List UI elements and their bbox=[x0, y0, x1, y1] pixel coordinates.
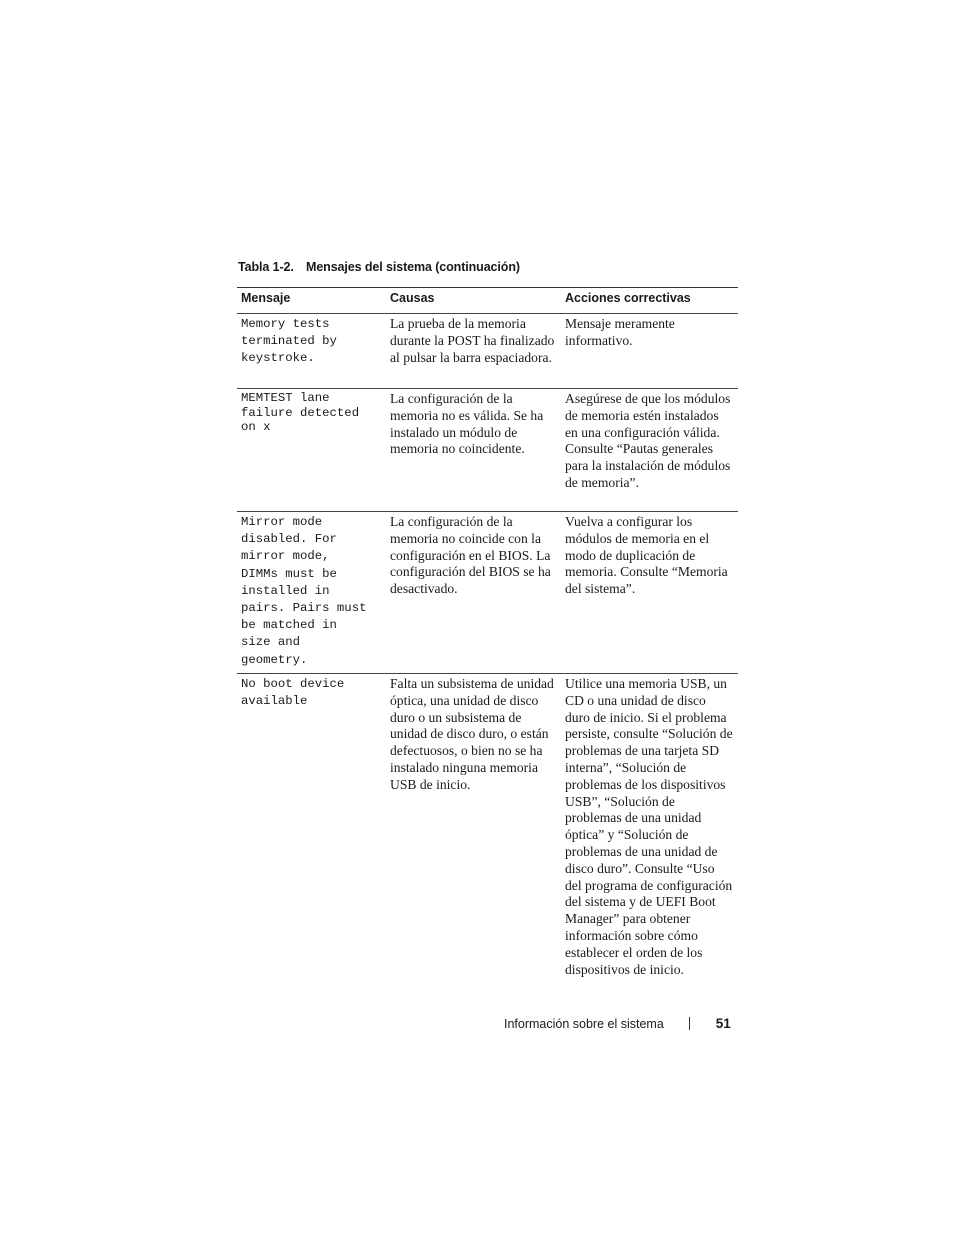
table-caption-title: Mensajes del sistema (continuación) bbox=[306, 260, 520, 274]
table-caption bbox=[238, 260, 520, 274]
cause-cell: Falta un subsistema de unidad óptica, una unidad de disco duro o un subsistema de unidad de disco duro, o están defectuosos, o bien no se ha instalado ninguna memoria USB de inicio. bbox=[390, 676, 554, 792]
system-messages-table bbox=[237, 287, 738, 984]
footer-section-title: Información sobre el sistema bbox=[504, 1016, 664, 1031]
footer-divider bbox=[689, 1017, 690, 1030]
table-row bbox=[237, 314, 738, 389]
cause-cell: La configuración de la memoria no coincide con la configuración en el BIOS. La configuración del BIOS se ha desactivado. bbox=[390, 514, 551, 597]
table-row bbox=[237, 512, 738, 674]
message-cell: MEMTEST lane failure detected on x bbox=[241, 391, 360, 434]
header-message: Mensaje bbox=[241, 291, 291, 305]
table-row bbox=[237, 389, 738, 512]
header-corrective-actions: Acciones correctivas bbox=[565, 291, 691, 305]
header-causes: Causas bbox=[390, 291, 435, 305]
cause-cell: La configuración de la memoria no es válida. Se ha instalado un módulo de memoria no coincidente. bbox=[390, 391, 544, 457]
action-cell: Utilice una memoria USB, un CD o una unidad de disco duro de inicio. Si el problema persiste, consulte “Solución de problemas de una tarjeta SD interna”, “Solución de problemas de los dispositivos USB”, “Solución de problemas de una unidad óptica” y “Solución de problemas de una unidad de disco duro”. Consulte “Uso del programa de configuración del sistema y de UEFI Boot Manager” para obtener información sobre cómo establecer el orden de los dispositivos de inicio. bbox=[565, 676, 733, 977]
table-caption-label: Tabla 1-2. bbox=[238, 260, 294, 274]
message-cell: No boot device available bbox=[241, 677, 345, 709]
action-cell: Vuelva a configurar los módulos de memoria en el modo de duplicación de memoria. Consulte “Memoria del sistema”. bbox=[565, 514, 728, 597]
action-cell: Mensaje meramente informativo. bbox=[565, 316, 675, 348]
message-cell: Memory tests terminated by keystroke. bbox=[241, 317, 337, 366]
page-footer bbox=[504, 1016, 734, 1031]
page-number: 51 bbox=[715, 1016, 731, 1031]
cause-cell: La prueba de la memoria durante la POST ha finalizado al pulsar la barra espaciadora. bbox=[390, 316, 555, 365]
action-cell: Asegúrese de que los módulos de memoria estén instalados en una configuración válida. Consulte “Pautas generales para la instalación de módulos de memoria”. bbox=[565, 391, 731, 490]
table-row bbox=[237, 674, 738, 984]
message-cell: Mirror mode disabled. For mirror mode, DIMMs must be installed in pairs. Pairs must be matched in size and geometry. bbox=[241, 515, 367, 667]
table-header-row bbox=[237, 288, 738, 314]
